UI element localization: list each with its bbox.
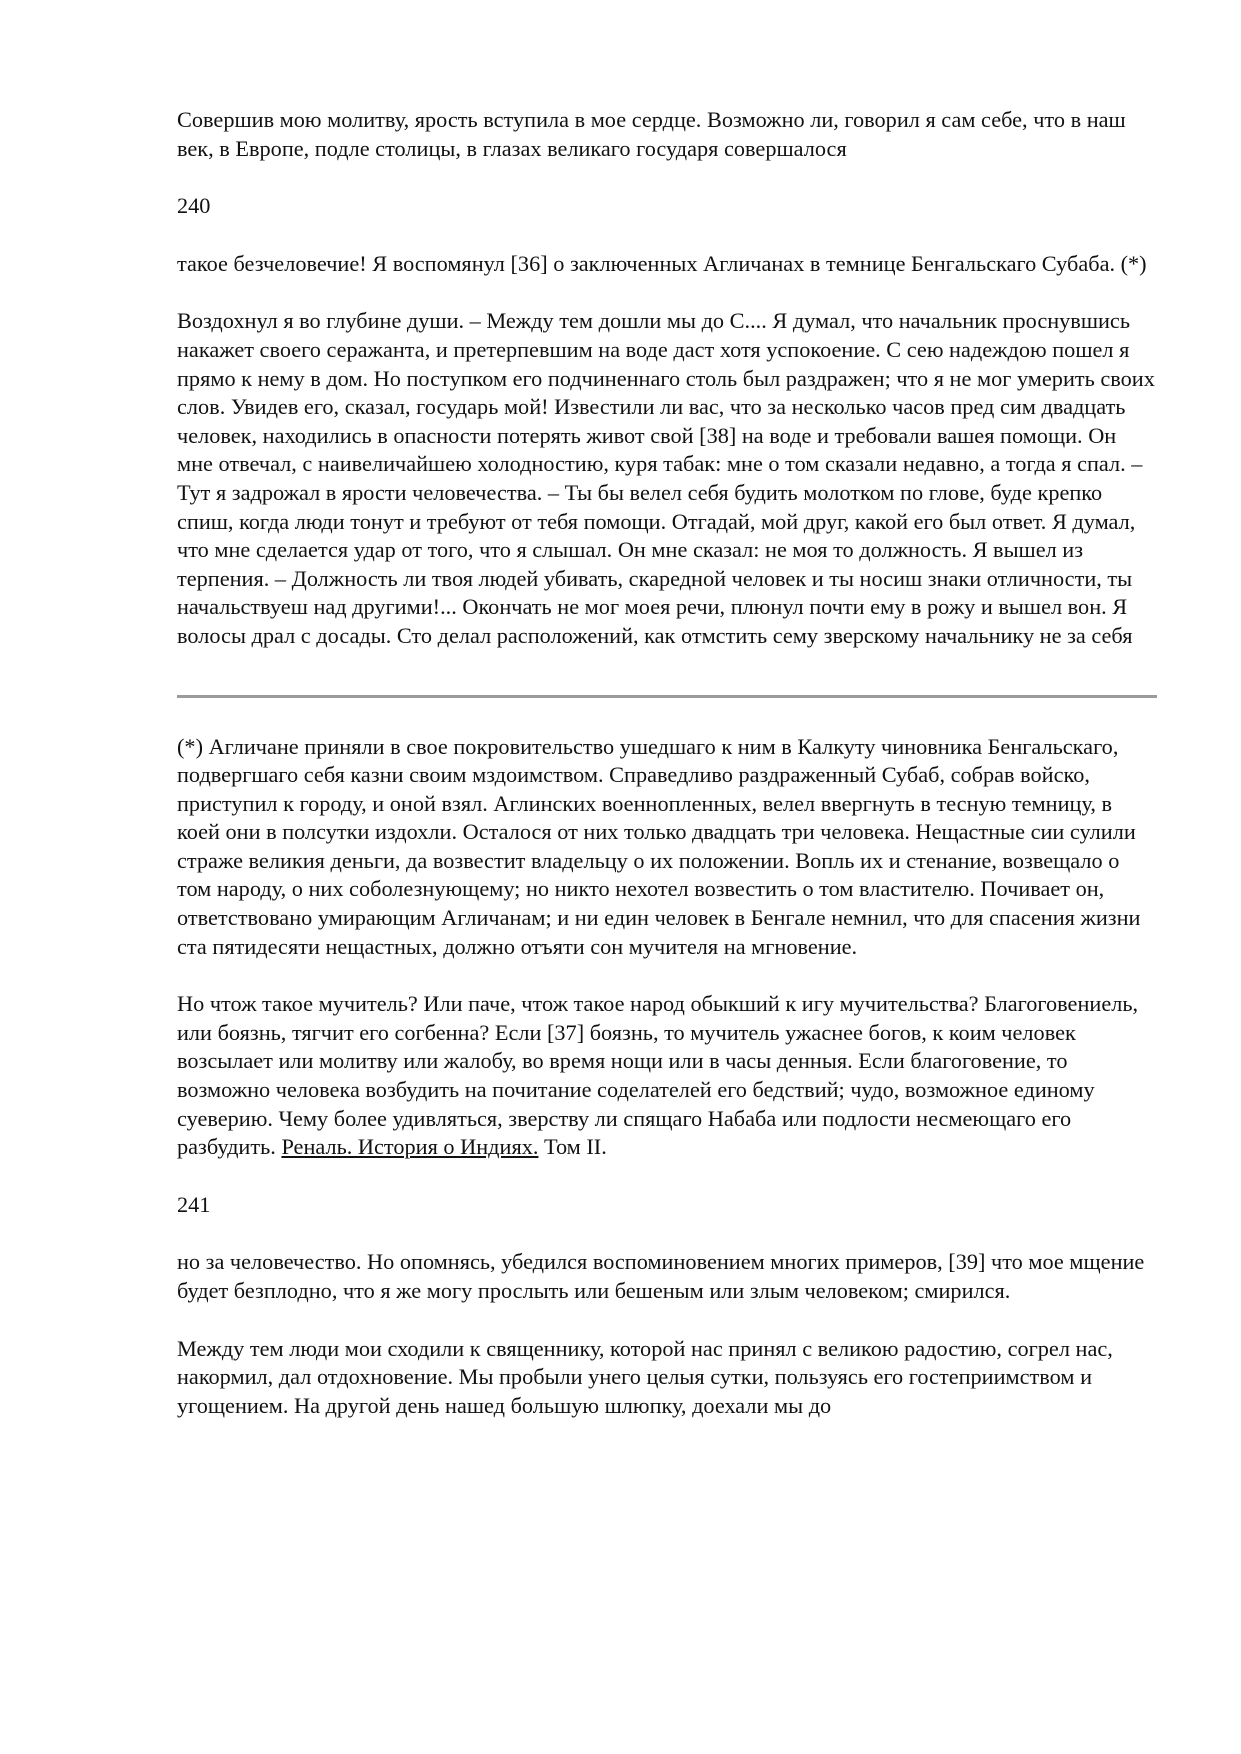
page-number: 240 <box>177 193 211 219</box>
page-number: 241 <box>177 1191 211 1217</box>
footnote-tail: Том II. <box>544 1134 607 1160</box>
paragraph: такое безчеловечие! Я воспомянул [36] о заключенных Агличанах в темнице Бенгальскаго Субаба. (*) <box>177 250 1147 276</box>
footnote-text: Но чтож такое мучитель? Или паче, чтож такое народ обыкший к игу мучительства? Благоговениель, или боязнь, тягчит его согбенна? Если [37] боязнь, то мучитель ужаснее богов, к коим человек возсылает или молитву или жалобу, во время нощи или в часы денныя. Если благоговение, то возможно человека возбудить на почитание соделателей его бедствий; чудо, возможное единому суеверию. Чему более удивляться, зверству ли спящаго Набаба или подлости несмеющаго его разбудить. <box>177 991 1139 1160</box>
citation-link[interactable]: Реналь. История о Индиях. <box>281 1134 539 1160</box>
paragraph: Совершив мою молитву, ярость вступила в мое сердце. Возможно ли, говорил я сам себе, что в наш век, в Европе, подле столицы, в глазах великаго государя совершалося <box>177 107 1126 161</box>
document-page <box>177 106 1157 1420</box>
footnote: (*) Агличане приняли в свое покровительство ушедшаго к ним в Калкуту чиновника Бенгальскаго, подвергшаго себя казни своим мздоимством. Справедливо раздраженный Субаб, собрав войско, приступил к городу, и оной взял. Аглинских военнопленных, велел ввергнуть в тесную темницу, в коей они в полсутки издохли. Осталося от них только двадцать три человека. Нещастные сии сулили страже великия деньги, да возвестит владельцу о их положении. Вопль их и стенание, возвещало о том народу, о них соболезнующему; но никто нехотел возвестить о том властителю. Почивает он, ответствовано умирающим Агличанам; и ни един человек в Бенгале немнил, что для спасения жизни ста пятидесяти нещастных, должно отъяти сон мучителя на мгновение. <box>177 733 1141 959</box>
paragraph: Воздохнул я во глубине души. – Между тем дошли мы до С.... Я думал, что начальник проснувшись накажет своего серажанта, и претерпевшим на воде даст хотя успокоение. С сею надеждою пошел я прямо к нему в дом. Но поступком его подчиненнаго столь был раздражен; что я не мог умерить своих слов. Увидев его, сказал, государь мой! Известили ли вас, что за несколько часов пред сим двадцать человек, находились в опасности потерять живот свой [38] на воде и требовали вашея помощи. Он мне отвечал, с наивеличайшею холодностию, куря табак: мне о том сказали недавно, а тогда я спал. – Тут я задрожал в ярости человечества. – Ты бы велел себя будить молотком по глове, буде крепко спиш, когда люди тонут и требуют от тебя помощи. Отгадай, мой друг, какой его был ответ. Я думал, что мне сделается удар от того, что я слышал. Он мне сказал: не моя то должность. Я вышел из терпения. – Должность ли твоя людей убивать, скаредной человек и ты носиш знаки отличности, ты начальствуеш над другими!... Окончать не мог моея речи, плюнул почти ему в рожу и вышел вон. Я волосы драл с досады. Сто делал расположений, как отмстить сему зверскому начальнику не за себя <box>177 308 1155 648</box>
footnote-continued <box>177 990 1157 1162</box>
paragraph: но за человечество. Но опомнясь, убедился воспоминовением многих примеров, [39] что мое мщение будет безплодно, что я же могу прослыть или бешеным или злым человеком; смирился. <box>177 1249 1145 1303</box>
footnote-divider <box>177 695 1157 698</box>
paragraph: Между тем люди мои сходили к священнику, которой нас принял с великою радостию, согрел нас, накормил, дал отдохновение. Мы пробыли унего целыя сутки, пользуясь его гостеприимством и угощением. На другой день нашед большую шлюпку, доехали мы до <box>177 1335 1113 1418</box>
